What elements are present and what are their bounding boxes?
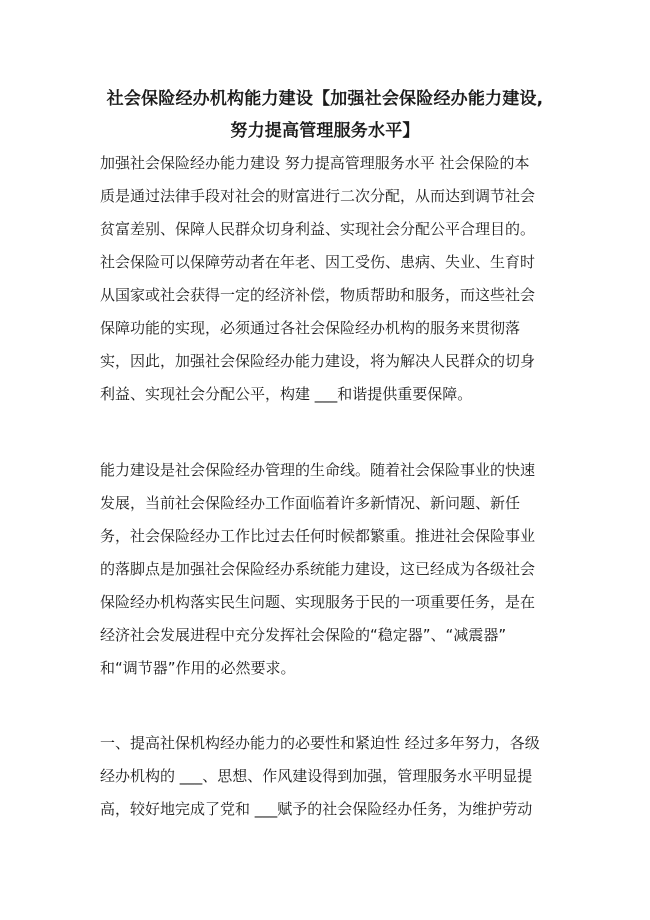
paragraph-line: 高，较好地完成了党和 ___赋予的社会保险经办任务，为维护劳动 [100,800,533,818]
paragraph-section-one [100,727,552,826]
paragraph-line: 质是通过法律手段对社会的财富进行二次分配，从而达到调节社会 [100,187,536,205]
paragraph-line: 贫富差别、保障人民群众切身利益、实现社会分配公平合理目的。 [100,220,536,238]
document-title-line-1: 社会保险经办机构能力建设【加强社会保险经办能力建设, [106,89,544,109]
paragraph-line: 从国家或社会获得一定的经济补偿，物质帮助和服务，而这些社会 [100,286,536,304]
document-title-line-2: 努力提高管理服务水平】 [230,121,420,141]
paragraph-line: 社会保险可以保障劳动者在年老、因工受伤、患病、失业、生育时 [100,253,536,271]
paragraph-line: 务，社会保险经办工作比过去任何时候都繁重。推进社会保险事业 [100,527,536,545]
paragraph-line: 的落脚点是加强社会保险经办系统能力建设，这已经成为各级社会 [100,560,536,578]
paragraph-intro [100,147,552,411]
paragraph-line: 实，因此，加强社会保险经办能力建设，将为解决人民群众的切身 [100,352,536,370]
paragraph-capacity [100,454,552,685]
paragraph-line: 经办机构的 ___、思想、作风建设得到加强，管理服务水平明显提 [100,767,533,785]
paragraph-line: 保障功能的实现，必须通过各社会保险经办机构的服务来贯彻落 [100,319,521,337]
paragraph-line: 利益、实现社会分配公平，构建 ___和谐提供重要保障。 [100,385,473,403]
paragraph-line: 一、提高社保机构经办能力的必要性和紧迫性 经过多年努力，各级 [100,734,540,752]
paragraph-line: 保险经办机构落实民生问题、实现服务于民的一项重要任务，是在 [100,593,536,611]
paragraph-line: 能力建设是社会保险经办管理的生命线。随着社会保险事业的快速 [100,461,536,479]
paragraph-line: 加强社会保险经办能力建设 努力提高管理服务水平 社会保险的本 [100,154,530,172]
paragraph-line: 和“调节器”作用的必然要求。 [100,659,296,677]
paragraph-line: 经济社会发展进程中充分发挥社会保险的“稳定器”、“减震器” [100,626,507,644]
paragraph-line: 发展，当前社会保险经办工作面临着许多新情况、新问题、新任 [100,494,521,512]
